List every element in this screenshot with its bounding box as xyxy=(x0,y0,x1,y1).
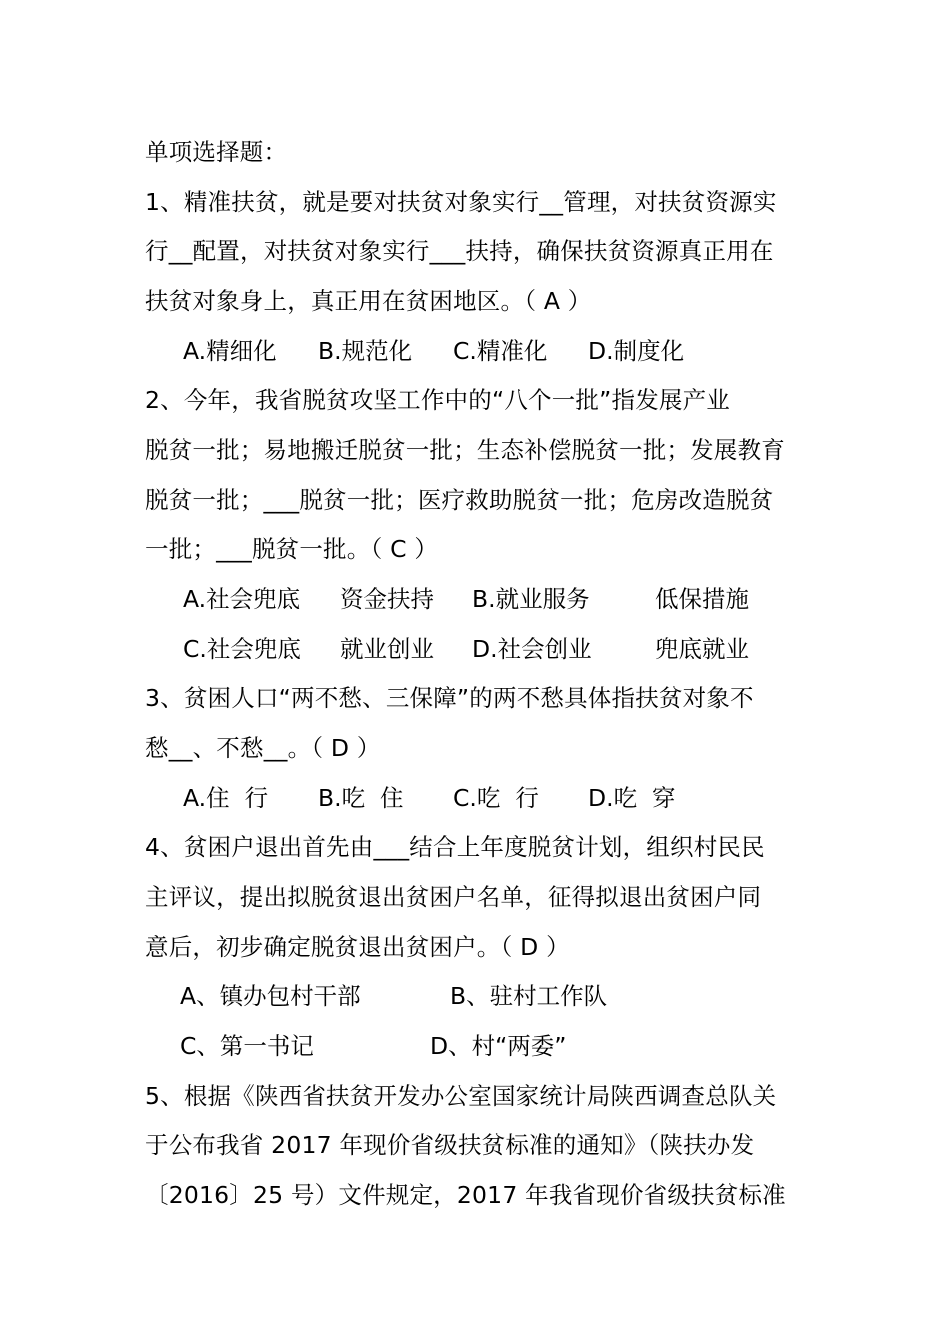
question-2-option-b: B.就业服务 xyxy=(472,585,590,613)
question-1-line-2: 行__配置，对扶贫对象实行___扶持，确保扶贫资源真正用在 xyxy=(145,237,774,265)
question-1-option-a: A.精细化 xyxy=(183,337,277,365)
question-4-option-d: D、村“两委” xyxy=(430,1032,567,1060)
question-4-option-c: C、第一书记 xyxy=(180,1032,314,1060)
question-5-line-2: 于公布我省 2017 年现价省级扶贫标准的通知》（陕扶办发 xyxy=(145,1131,755,1159)
question-4-option-a: A、镇办包村干部 xyxy=(180,982,361,1010)
question-2-option-b-2: 低保措施 xyxy=(655,585,749,613)
question-5-line-3: 〔2016〕25 号）文件规定，2017 年我省现价省级扶贫标准 xyxy=(145,1181,786,1209)
question-2-line-3: 脱贫一批；___脱贫一批；医疗救助脱贫一批；危房改造脱贫 xyxy=(145,486,774,514)
question-1-option-d: D.制度化 xyxy=(588,337,685,365)
question-4-line-1: 4、贫困户退出首先由___结合上年度脱贫计划，组织村民民 xyxy=(145,833,765,861)
question-2-line-2: 脱贫一批；易地搬迁脱贫一批；生态补偿脱贫一批；发展教育 xyxy=(145,436,785,464)
question-3-option-b: B.吃 住 xyxy=(318,784,404,812)
question-3-option-c: C.吃 行 xyxy=(453,784,539,812)
question-1-option-c: C.精准化 xyxy=(453,337,548,365)
question-2-option-c-2: 就业创业 xyxy=(340,635,434,663)
question-4-option-b: B、驻村工作队 xyxy=(450,982,608,1010)
question-4-line-3: 意后，初步确定脱贫退出贫困户。（ D ） xyxy=(145,933,570,961)
question-2-option-c: C.社会兜底 xyxy=(183,635,301,663)
question-1-line-3: 扶贫对象身上，真正用在贫困地区。（ A ） xyxy=(145,287,592,315)
question-2-option-a: A.社会兜底 xyxy=(183,585,301,613)
question-3-option-d: D.吃 穿 xyxy=(588,784,676,812)
question-3-option-a: A.住 行 xyxy=(183,784,269,812)
question-2-line-1: 2、今年，我省脱贫攻坚工作中的“八个一批”指发展产业 xyxy=(145,386,730,414)
section-title: 单项选择题： xyxy=(145,138,288,166)
question-1-option-b: B.规范化 xyxy=(318,337,413,365)
question-2-option-d: D.社会创业 xyxy=(472,635,592,663)
question-3-line-1: 3、贫困人口“两不愁、三保障”的两不愁具体指扶贫对象不 xyxy=(145,684,754,712)
question-2-option-a-2: 资金扶持 xyxy=(340,585,434,613)
question-2-option-d-2: 兜底就业 xyxy=(655,635,749,663)
question-5-line-1: 5、根据《陕西省扶贫开发办公室国家统计局陕西调查总队关 xyxy=(145,1082,777,1110)
question-2-line-4: 一批；___脱贫一批。（ C ） xyxy=(145,535,439,563)
question-1-line-1: 1、精准扶贫，就是要对扶贫对象实行__管理，对扶贫资源实 xyxy=(145,188,777,216)
question-4-line-2: 主评议，提出拟脱贫退出贫困户名单，征得拟退出贫困户同 xyxy=(145,883,762,911)
question-3-line-2: 愁__、不愁__。（ D ） xyxy=(145,734,381,762)
